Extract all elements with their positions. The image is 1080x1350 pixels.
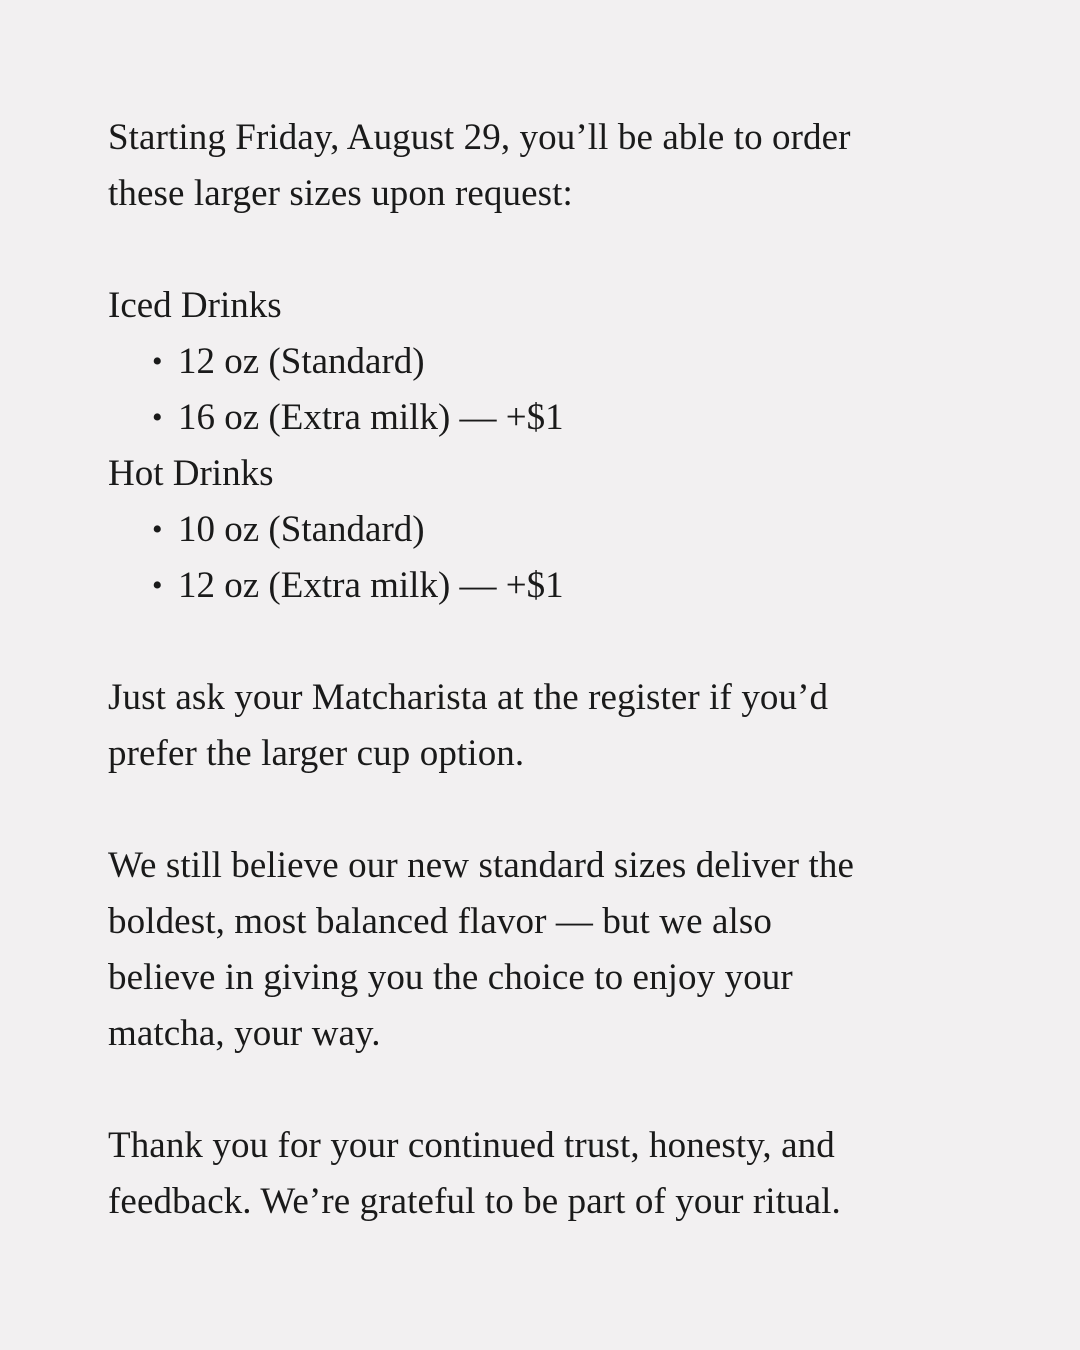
spacer	[108, 222, 990, 278]
list-item	[152, 502, 990, 558]
bullet-icon: •	[152, 569, 163, 602]
size-section-hot	[108, 446, 990, 614]
ask-paragraph	[108, 670, 990, 782]
thanks-paragraph	[108, 1118, 990, 1230]
bullet-icon: •	[152, 401, 163, 434]
intro-line-1: Starting Friday, August 29, you’ll be able to order	[108, 117, 851, 158]
size-option: 12 oz (Standard)	[178, 341, 425, 382]
thanks-line-1: Thank you for your continued trust, honesty, and	[108, 1125, 835, 1166]
size-option: 10 oz (Standard)	[178, 509, 425, 550]
size-list-hot	[108, 502, 990, 614]
size-option: 16 oz (Extra milk) — +$1	[178, 397, 564, 438]
thanks-line-2: feedback. We’re grateful to be part of your ritual.	[108, 1181, 841, 1222]
list-item	[152, 334, 990, 390]
ask-line-2: prefer the larger cup option.	[108, 733, 525, 774]
ask-line-1: Just ask your Matcharista at the register if you’d	[108, 677, 829, 718]
intro-line-2: these larger sizes upon request:	[108, 173, 573, 214]
size-option: 12 oz (Extra milk) — +$1	[178, 565, 564, 606]
belief-line-4: matcha, your way.	[108, 1013, 381, 1054]
belief-line-1: We still believe our new standard sizes deliver the	[108, 845, 854, 886]
list-item	[152, 558, 990, 614]
size-section-iced	[108, 278, 990, 446]
belief-line-3: believe in giving you the choice to enjoy your	[108, 957, 793, 998]
spacer	[108, 1062, 990, 1118]
bullet-icon: •	[152, 513, 163, 546]
spacer	[108, 782, 990, 838]
spacer	[108, 614, 990, 670]
size-list-iced	[108, 334, 990, 446]
section-title-iced: Iced Drinks	[108, 285, 282, 326]
intro-paragraph	[108, 110, 990, 222]
belief-line-2: boldest, most balanced flavor — but we also	[108, 901, 772, 942]
bullet-icon: •	[152, 345, 163, 378]
belief-paragraph	[108, 838, 990, 1062]
list-item	[152, 390, 990, 446]
section-title-hot: Hot Drinks	[108, 453, 274, 494]
